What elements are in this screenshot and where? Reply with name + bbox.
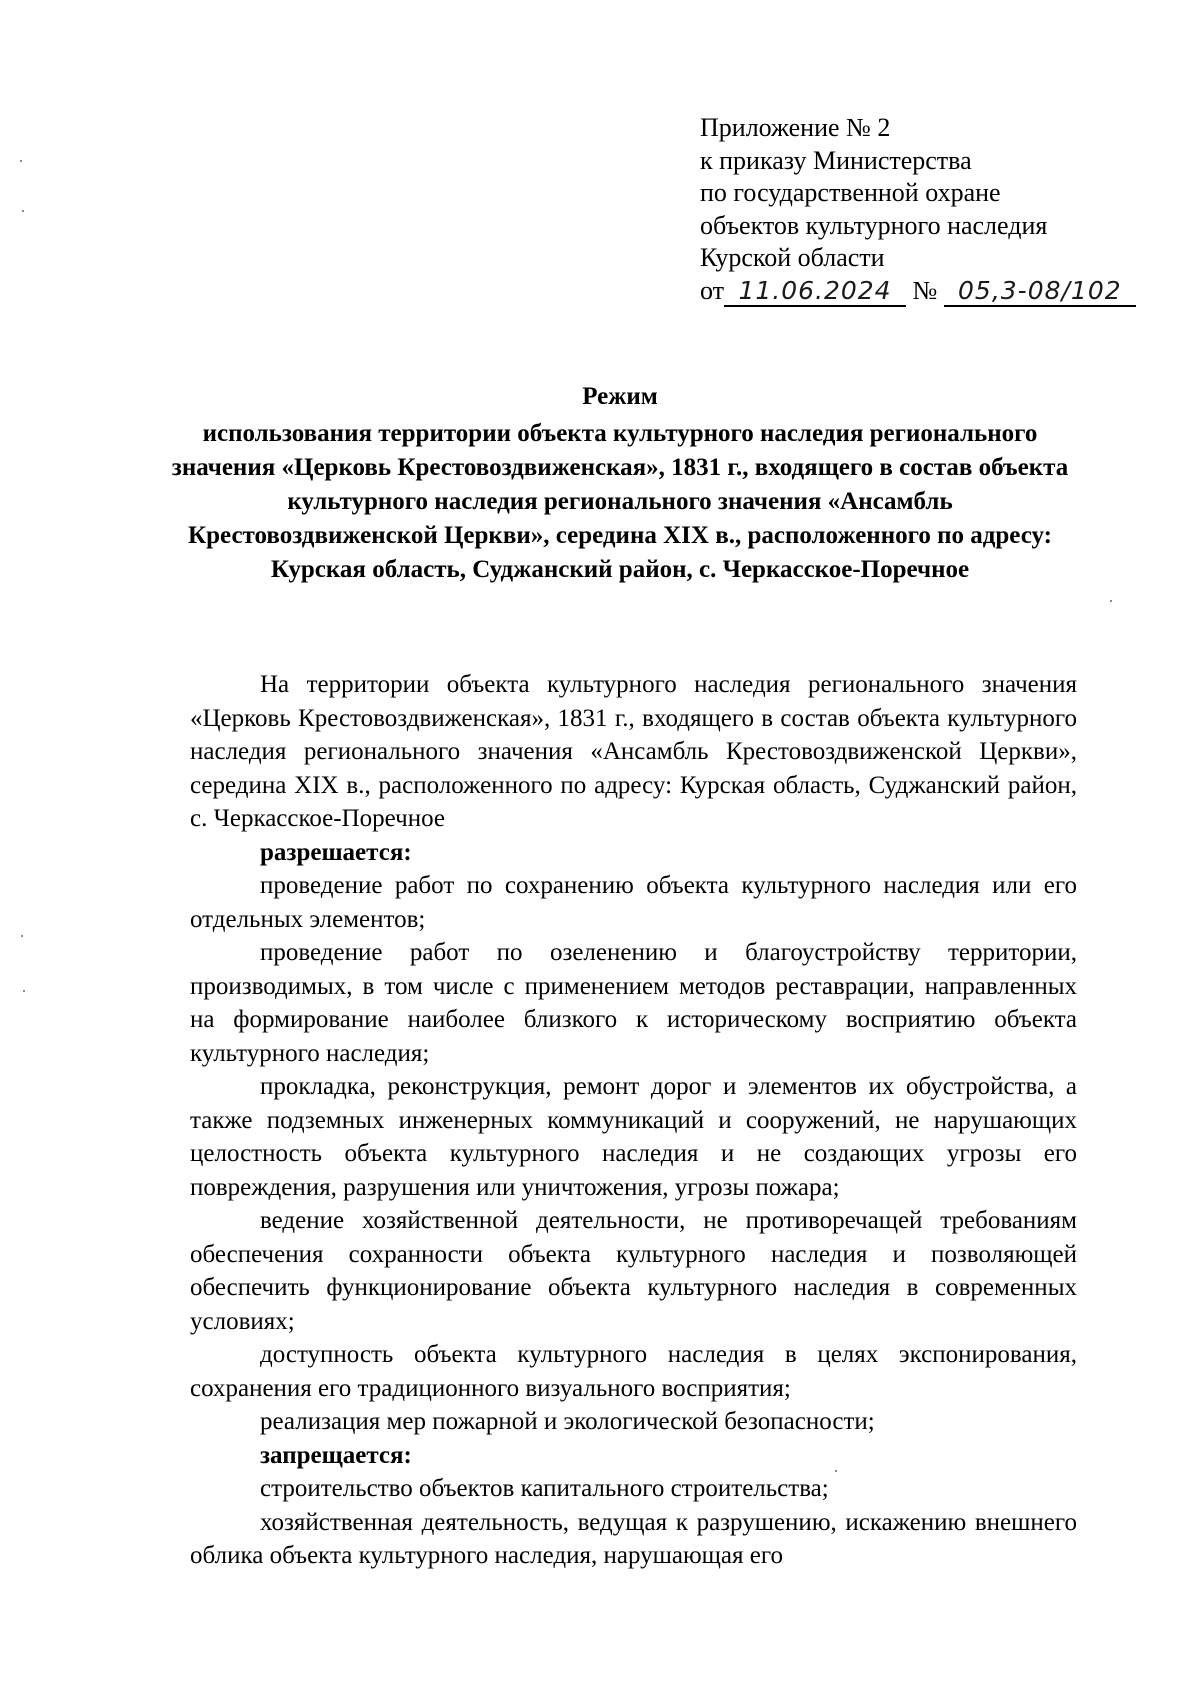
- allowed-item: проведение работ по сохранению объекта культурного наследия или его отдельных элементов;: [190, 872, 1077, 933]
- handwritten-order-number: 05,3-08/102: [944, 277, 1136, 307]
- date-prefix: от: [700, 275, 725, 305]
- appendix-line: по государственной охране: [700, 178, 1001, 207]
- scan-speck: [22, 210, 24, 212]
- heading-title: Режим: [582, 383, 658, 410]
- scan-speck: [21, 935, 23, 937]
- number-prefix: №: [912, 275, 938, 305]
- scan-speck: [1110, 600, 1112, 602]
- forbidden-label: запрещается:: [260, 1441, 412, 1469]
- allowed-item: доступность объекта культурного наследия в целях экспонирования, сохранения его традиционного визуального восприятия;: [190, 1341, 1077, 1402]
- forbidden-item: хозяйственная деятельность, ведущая к разрушению, искажению внешнего облика объекта культурного наследия, нарушающая его: [190, 1508, 1077, 1569]
- appendix-block: [700, 112, 1136, 307]
- scan-speck: [20, 160, 22, 162]
- appendix-line: объектов культурного наследия: [700, 210, 1048, 240]
- allowed-item: ведение хозяйственной деятельности, не противоречащей требованиям обеспечения сохранности объекта культурного наследия и позволяющей обеспечить функционирование объекта культурного наследия в современных условиях;: [190, 1207, 1077, 1335]
- scan-speck: [835, 1470, 837, 1472]
- allowed-item: реализация мер пожарной и экологической безопасности;: [260, 1408, 875, 1435]
- appendix-line: Приложение № 2: [700, 113, 891, 142]
- heading-subtitle: использования территории объекта культурного наследия регионального значения «Церковь Крестовоздвиженская», 1831 г., входящего в состав объекта культурного наследия регионального значения «Ансамбль Крестовоздвиженской Церкви», середина XIX в., расположенного по адресу: Курская область, Суджанский район, с. Черкасское-Поречное: [171, 420, 1069, 583]
- handwritten-date: 11.06.2024: [724, 277, 906, 307]
- allowed-item: проведение работ по озеленению и благоустройству территории, производимых, в том числе с применением методов реставрации, направленных на формирование наиболее близкого к историческому восприятию объекта культурного наследия;: [190, 939, 1077, 1067]
- document-body: [190, 668, 1077, 1573]
- forbidden-item: строительство объектов капитального строительства;: [260, 1475, 829, 1502]
- document-heading: [170, 380, 1070, 587]
- appendix-line: к приказу Министерства: [700, 145, 972, 175]
- appendix-line: Курской области: [700, 243, 885, 272]
- order-date-line: [700, 275, 1136, 308]
- intro-paragraph: На территории объекта культурного наследия регионального значения «Церковь Крестовоздвиженская», 1831 г., входящего в состав объекта культурного наследия регионального значения «Ансамбль Крестовоздвиженской Церкви», середина XIX в., расположенного по адресу: Курская область, Суджанский район, с. Черкасское-Поречное: [190, 671, 1077, 832]
- allowed-item: прокладка, реконструкция, ремонт дорог и элементов их обустройства, а также подземных инженерных коммуникаций и сооружений, не нарушающих целостность объекта культурного наследия и не создающих угрозы его повреждения, разрушения или уничтожения, угрозы пожара;: [190, 1073, 1077, 1201]
- scan-speck: [23, 990, 25, 992]
- allowed-label: разрешается:: [260, 838, 412, 866]
